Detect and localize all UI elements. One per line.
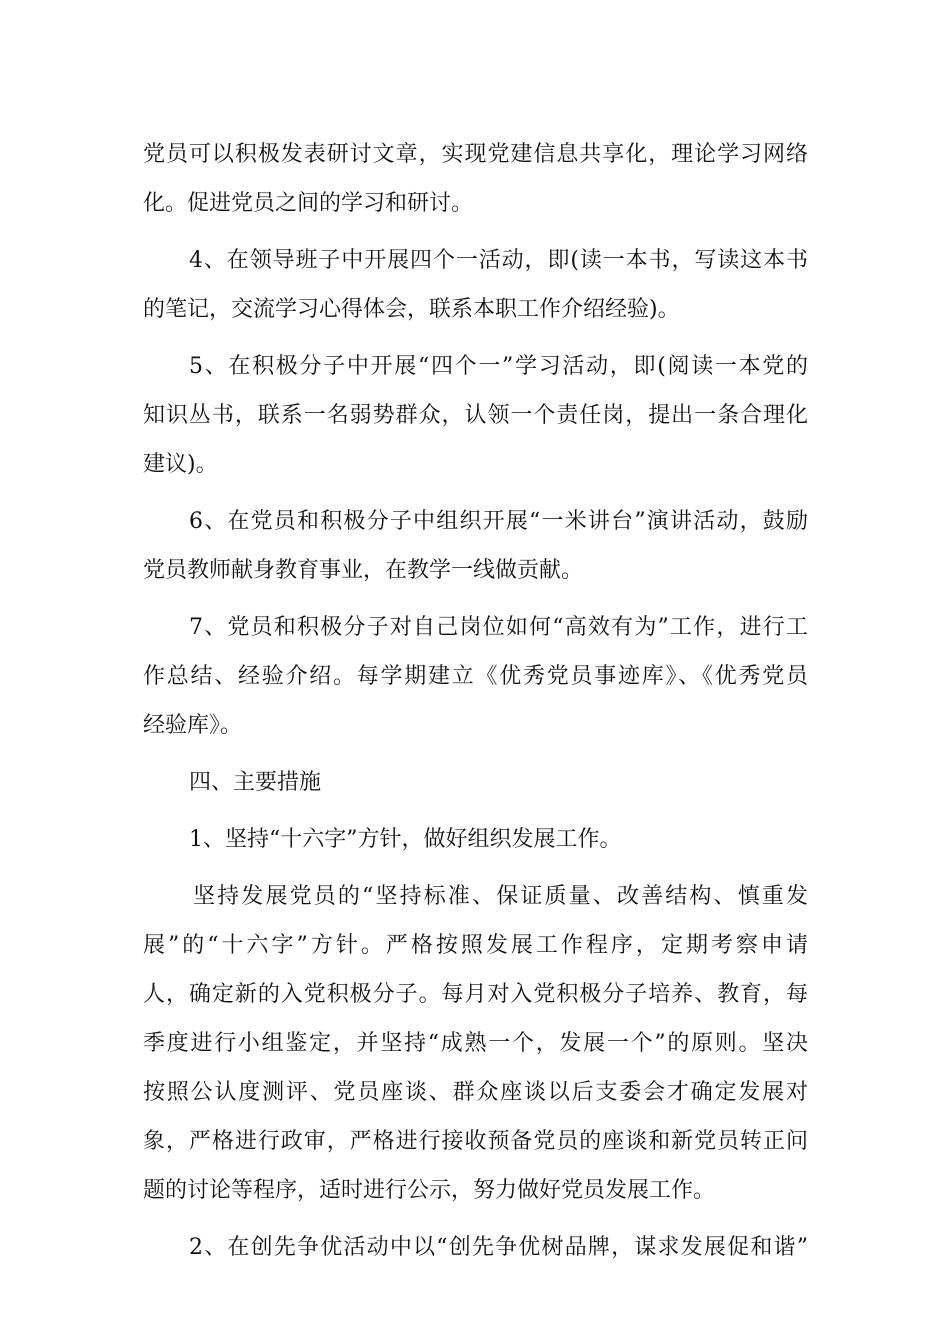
text-line: 知识丛书，联系一名弱势群众，认领一个责任岗，提出一条合理化 — [143, 403, 808, 428]
text-line: 展”的“十六字”方针。严格按照发展工作程序，定期考察申请 — [143, 933, 808, 958]
text-line: 按照公认度测评、党员座谈、群众座谈以后支委会才确定发展对 — [143, 1080, 808, 1105]
text-line: 化。促进党员之间的学习和研讨。 — [143, 191, 474, 216]
text-line: 5、在积极分子中开展“四个一”学习活动，即(阅读一本党的 — [189, 354, 808, 379]
text-line: 4、在领导班子中开展四个一活动，即(读一本书，写读这本书 — [189, 248, 808, 273]
text-line: 党员教师献身教育事业，在教学一线做贡献。 — [143, 558, 584, 583]
document-body — [143, 130, 808, 1272]
text-line: 的笔记，交流学习心得体会，联系本职工作介绍经验)。 — [143, 297, 680, 322]
text-line: 1、坚持“十六字”方针，做好组织发展工作。 — [189, 827, 622, 852]
text-line: 6、在党员和积极分子中组织开展“一米讲台”演讲活动，鼓励 — [189, 509, 808, 534]
text-line: 作总结、经验介绍。每学期建立《优秀党员事迹库》、《优秀党员 — [143, 664, 808, 689]
text-line: 建议)。 — [143, 452, 218, 477]
text-line: 题的讨论等程序，适时进行公示，努力做好党员发展工作。 — [143, 1178, 716, 1203]
text-line: 坚持发展党员的“坚持标准、保证质量、改善结构、慎重发 — [193, 884, 808, 909]
text-line: 党员可以积极发表研讨文章，实现党建信息共享化，理论学习网络 — [143, 142, 808, 167]
text-line: 经验库》。 — [143, 713, 243, 738]
text-line: 象，严格进行政审，严格进行接收预备党员的座谈和新党员转正问 — [143, 1129, 808, 1154]
text-line: 2、在创先争优活动中以“创先争优树品牌，谋求发展促和谐” — [189, 1235, 808, 1260]
text-line: 人，确定新的入党积极分子。每月对入党积极分子培养、教育，每 — [143, 982, 808, 1007]
text-line: 季度进行小组鉴定，并坚持“成熟一个，发展一个”的原则。坚决 — [143, 1031, 808, 1056]
text-line: 7、党员和积极分子对自己岗位如何“高效有为”工作，进行工 — [189, 615, 808, 640]
section-heading: 四、主要措施 — [189, 770, 322, 795]
